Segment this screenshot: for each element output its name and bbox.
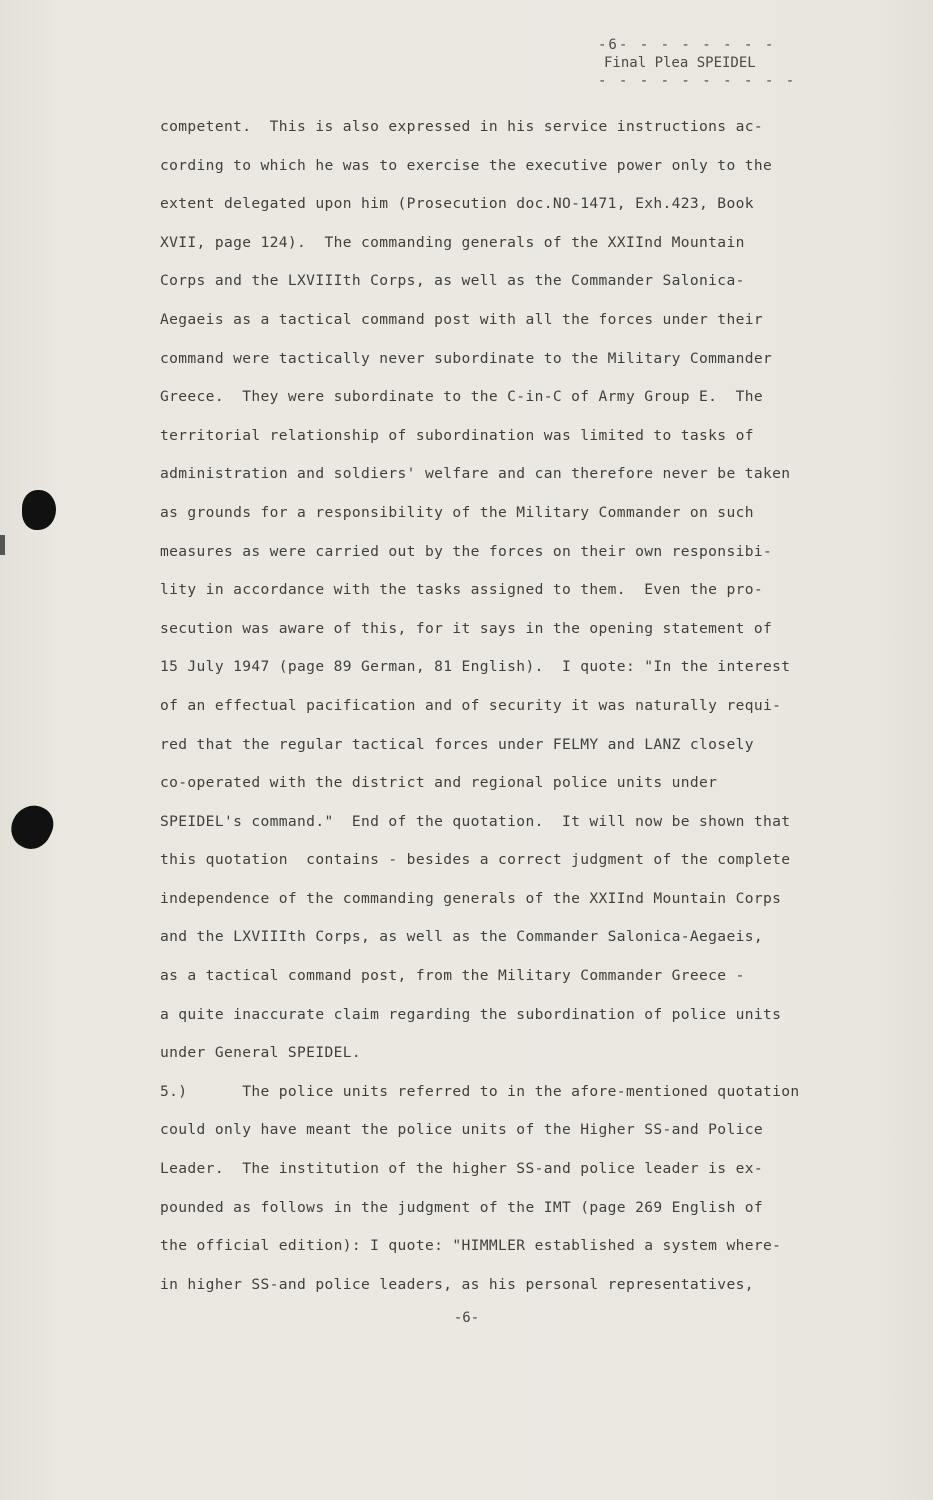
text-line: administration and soldiers' welfare and can therefore never be taken <box>160 465 791 483</box>
text-line: the official edition): I quote: "HIMMLER established a system where- <box>160 1237 782 1255</box>
text-line: red that the regular tactical forces under FELMY and LANZ closely <box>160 735 754 753</box>
text-line: cording to which he was to exercise the executive power only to the <box>160 156 773 174</box>
page-header <box>598 36 797 90</box>
edge-mark <box>0 535 5 555</box>
text-line: 15 July 1947 (page 89 German, 81 English). I quote: "In the interest <box>160 658 791 676</box>
text-line: as grounds for a responsibility of the Military Commander on such <box>160 503 754 521</box>
text-line: measures as were carried out by the forces on their own responsibi- <box>160 542 773 560</box>
text-line: Corps and the LXVIIIth Corps, as well as the Commander Salonica- <box>160 272 745 290</box>
text-line: could only have meant the police units of the Higher SS-and Police <box>160 1121 763 1139</box>
header-bottom-dashes: - - - - - - - - - - <box>598 73 797 89</box>
text-line: territorial relationship of subordination was limited to tasks of <box>160 426 754 444</box>
punch-hole <box>22 490 56 530</box>
text-line: of an effectual pacification and of security it was naturally requi- <box>160 696 782 714</box>
text-line: as a tactical command post, from the Military Commander Greece - <box>160 967 745 985</box>
text-line: co-operated with the district and regional police units under <box>160 774 718 792</box>
text-line: competent. This is also expressed in his service instructions ac- <box>160 118 763 135</box>
page-number: -6- <box>453 1310 480 1326</box>
text-line: XVII, page 124). The commanding generals of the XXIInd Mountain <box>160 233 745 251</box>
text-line: independence of the commanding generals of the XXIInd Mountain Corps <box>160 889 782 907</box>
text-line: in higher SS-and police leaders, as his personal representatives, <box>160 1275 754 1293</box>
text-line: Aegaeis as a tactical command post with all the forces under their <box>160 310 763 328</box>
text-line: command were tactically never subordinate to the Military Commander <box>160 349 773 367</box>
text-line: and the LXVIIIth Corps, as well as the Commander Salonica-Aegaeis, <box>160 928 763 946</box>
text-line: lity in accordance with the tasks assigned to them. Even the pro- <box>160 581 763 599</box>
text-line: Leader. The institution of the higher SS-and police leader is ex- <box>160 1160 763 1178</box>
text-line: 5.) The police units referred to in the afore-mentioned quotation <box>160 1082 800 1100</box>
punch-hole <box>5 799 60 856</box>
text-line: Greece. They were subordinate to the C-in-C of Army Group E. The <box>160 388 763 406</box>
header-top-dashes: -6- - - - - - - - <box>598 37 776 53</box>
text-line: a quite inaccurate claim regarding the subordination of police units <box>160 1005 782 1023</box>
text-line: extent delegated upon him (Prosecution doc.NO-1471, Exh.423, Book <box>160 195 754 213</box>
text-line: this quotation contains - besides a correct judgment of the complete <box>160 851 791 869</box>
text-line: under General SPEIDEL. <box>160 1044 361 1062</box>
body-text <box>160 108 840 1304</box>
text-line: pounded as follows in the judgment of the IMT (page 269 English of <box>160 1198 763 1216</box>
text-line: SPEIDEL's command." End of the quotation. It will now be shown that <box>160 812 791 830</box>
header-title: Final Plea SPEIDEL <box>604 55 756 71</box>
text-line: secution was aware of this, for it says in the opening statement of <box>160 619 773 637</box>
